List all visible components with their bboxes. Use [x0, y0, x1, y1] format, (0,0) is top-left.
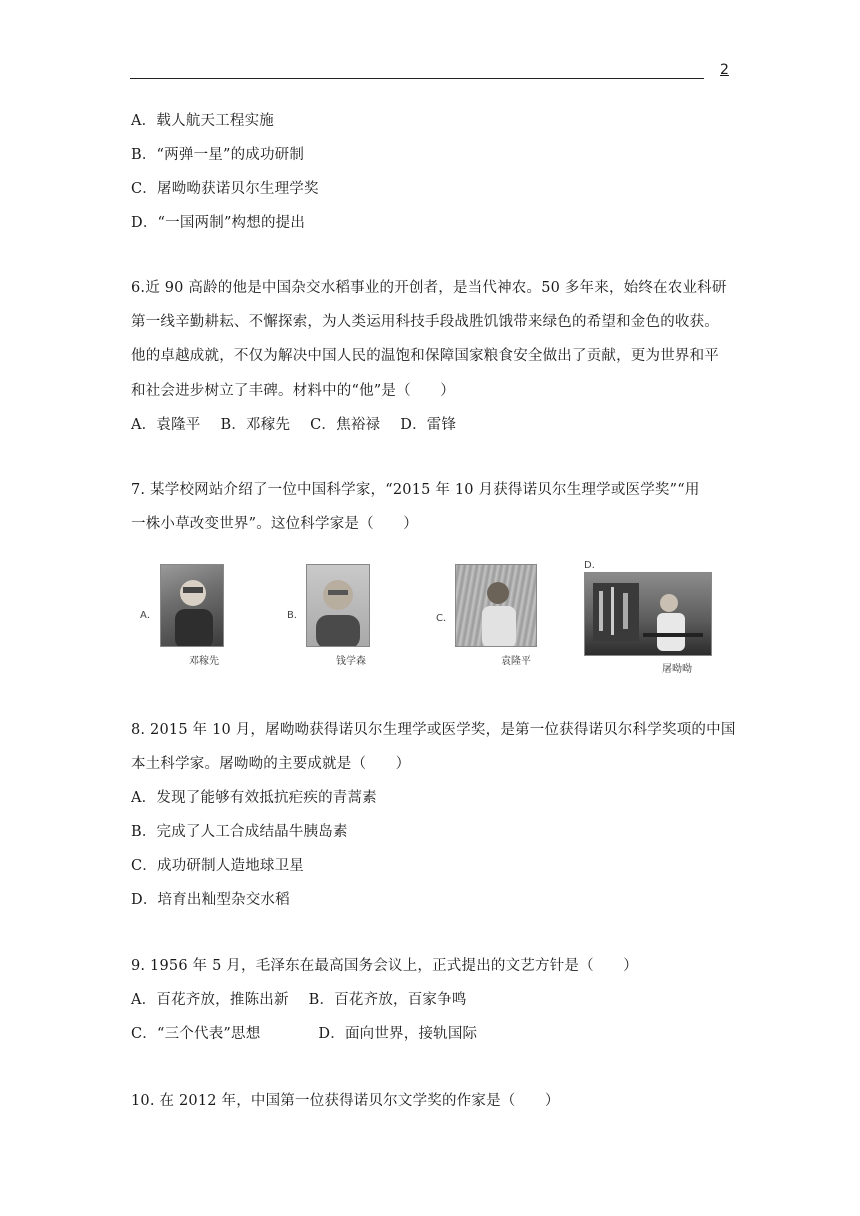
- portrait-figure-icon: [456, 565, 536, 646]
- q6-option-c: C．焦裕禄: [310, 417, 381, 433]
- q10-stem: 10. 在 2012 年，中国第一位获得诺贝尔文学奖的作家是（ ）: [131, 1093, 560, 1109]
- laboratory-scene-icon: [585, 573, 711, 655]
- q7-photo-b-letter: B．: [287, 610, 304, 621]
- q7-photo-c-letter: C．: [436, 613, 453, 624]
- q7-stem-line-1: 7. 某学校网站介绍了一位中国科学家，“2015 年 10 月获得诺贝尔生理学或医学奖”“用: [131, 482, 700, 498]
- q9-option-b: B．百花齐放，百家争鸣: [308, 992, 467, 1008]
- q8-option-b: B．完成了人工合成结晶牛胰岛素: [131, 824, 348, 840]
- q6-stem-line-1: 6.近 90 高龄的他是中国杂交水稻事业的开创者，是当代神农。50 多年来，始终在农业科研: [131, 280, 727, 296]
- q8-option-c: C．成功研制人造地球卫星: [131, 858, 304, 874]
- q5-option-d: D．“一国两制”构想的提出: [131, 215, 306, 231]
- q7-photo-a-letter: A．: [140, 610, 157, 621]
- page-number: 2: [720, 62, 729, 78]
- q8-stem-line-2: 本土科学家。屠呦呦的主要成就是（ ）: [131, 756, 411, 772]
- q9-options-row-1: [131, 990, 467, 1010]
- q9-option-c: C．“三个代表”思想: [131, 1026, 261, 1042]
- q6-stem-line-2: 第一线辛勤耕耘、不懈探索，为人类运用科技手段战胜饥饿带来绿色的希望和金色的收获。: [131, 314, 719, 330]
- q6-options: [131, 415, 456, 435]
- q9-stem: 9. 1956 年 5 月，毛泽东在最高国务会议上，正式提出的文艺方针是（ ）: [131, 958, 638, 974]
- photo-yuan-longping: [455, 564, 537, 647]
- q7-photo-d-letter: D．: [584, 560, 602, 571]
- q6-stem-line-4: 和社会进步树立了丰碑。材料中的“他”是（ ）: [131, 383, 455, 399]
- photo-qian-xuesen: [306, 564, 370, 647]
- q8-option-d: D．培育出籼型杂交水稻: [131, 892, 290, 908]
- q7-stem-line-2: 一株小草改变世界”。这位科学家是（ ）: [131, 516, 418, 532]
- q6-option-b: B．邓稼先: [220, 417, 291, 433]
- q6-option-d: D．雷锋: [400, 417, 457, 433]
- photo-deng-jiaxian: [160, 564, 224, 647]
- q9-option-d: D．面向世界，接轨国际: [318, 1026, 478, 1042]
- q8-option-a: A．发现了能够有效抵抗疟疾的青蒿素: [131, 790, 377, 806]
- q5-option-c: C．屠呦呦获诺贝尔生理学奖: [131, 181, 319, 197]
- q7-photo-b-caption: 钱学森: [336, 656, 366, 667]
- portrait-figure-icon: [161, 565, 223, 646]
- photo-tu-youyou: [584, 572, 712, 656]
- q9-options-row-2: [131, 1024, 477, 1044]
- q5-option-b: B．“两弹一星”的成功研制: [131, 147, 305, 163]
- q7-photo-c-caption: 袁隆平: [501, 656, 531, 667]
- q5-option-a: A．载人航天工程实施: [131, 113, 274, 129]
- portrait-figure-icon: [307, 565, 369, 646]
- header-rule: [130, 78, 704, 79]
- q7-photo-a-caption: 邓稼先: [189, 656, 219, 667]
- q6-stem-line-3: 他的卓越成就，不仅为解决中国人民的温饱和保障国家粮食安全做出了贡献，更为世界和平: [131, 348, 719, 364]
- q9-option-a: A．百花齐放，推陈出新: [131, 992, 289, 1008]
- q6-option-a: A．袁隆平: [131, 417, 201, 433]
- q7-photo-d-caption: 屠呦呦: [662, 664, 692, 675]
- q8-stem-line-1: 8. 2015 年 10 月，屠呦呦获得诺贝尔生理学或医学奖，是第一位获得诺贝尔科学奖项的中国: [131, 722, 736, 738]
